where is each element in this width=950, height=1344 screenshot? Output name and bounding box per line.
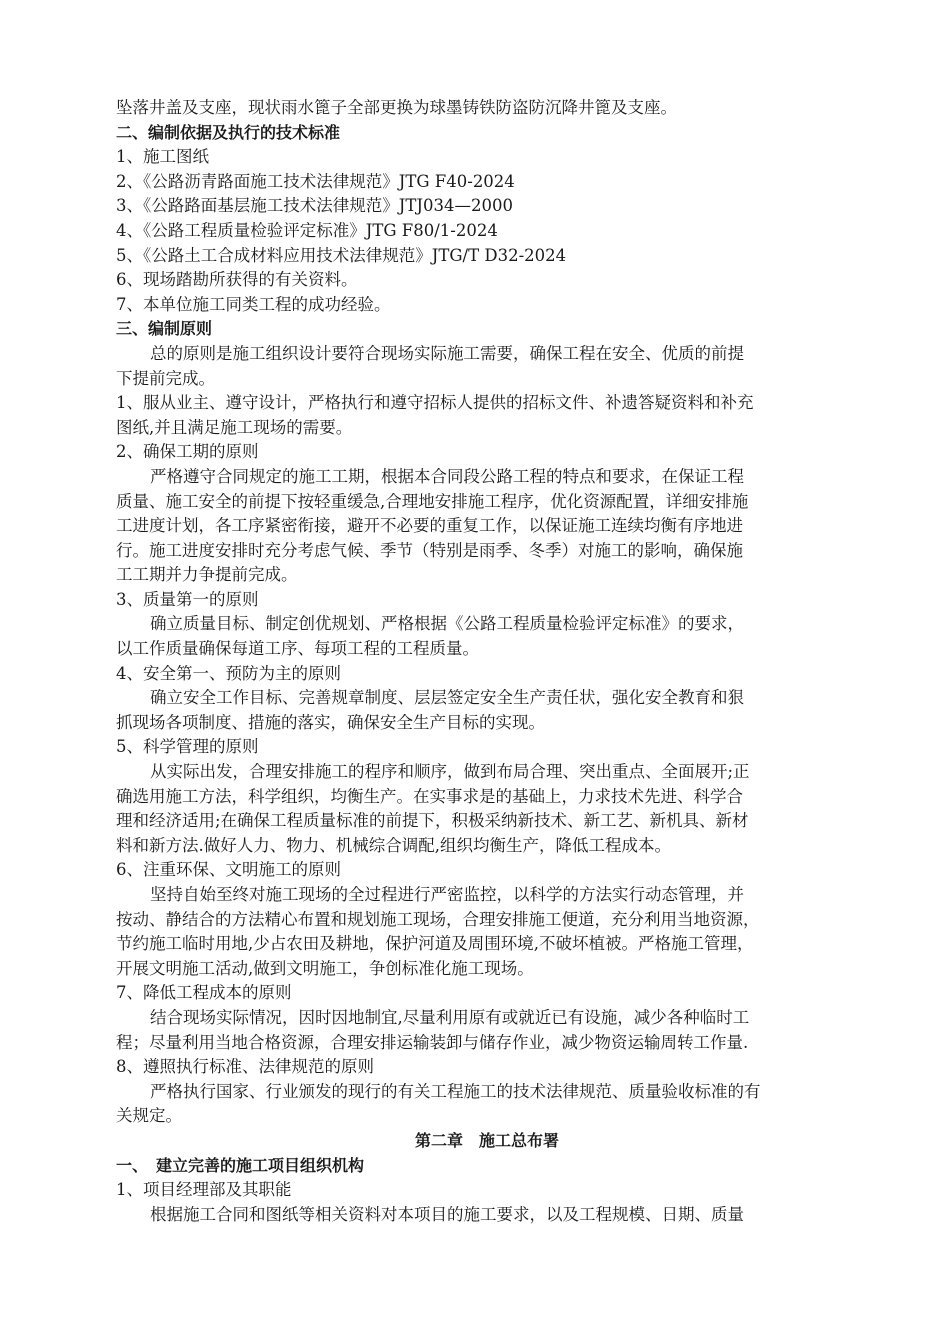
paragraph-line: 从实际出发，合理安排施工的程序和顺序，做到布局合理、突出重点、全面展开;正 [150, 762, 750, 782]
text-line: 程；尽量利用当地合格资源，合理安排运输装卸与储存作业，减少物资运输周转工作量. [116, 1032, 749, 1052]
text-line: 3、质量第一的原则 [116, 589, 259, 609]
paragraph-line: 坚持自始至终对施工现场的全过程进行严密监控，以科学的方法实行动态管理，并 [150, 885, 744, 904]
text-line: 抓现场各项制度、措施的落实，确保安全生产目标的实现。 [116, 712, 545, 732]
text-line: 4、《公路工程质量检验评定标准》JTG F80/1-2024 [116, 220, 498, 240]
text-line: 7、本单位施工同类工程的成功经验。 [116, 294, 391, 314]
text-line: 按动、静结合的方法精心布置和规划施工现场，合理安排施工便道，充分利用当地资源， [116, 909, 760, 929]
text-line: 工进度计划，各工序紧密衔接，避开不必要的重复工作，以保证施工连续均衡有序地进 [116, 516, 743, 536]
section-heading: 二、编制依据及执行的技术标准 [116, 122, 341, 142]
text-line: 开展文明施工活动,做到文明施工，争创标准化施工现场。 [116, 958, 534, 978]
text-line: 2、《公路沥青路面施工技术法律规范》JTG F40-2024 [116, 171, 515, 191]
text-line: 质量、施工安全的前提下按轻重缓急,合理地安排施工程序，优化资源配置，详细安排施 [116, 491, 749, 511]
text-line: 以工作质量确保每道工序、每项工程的工程质量。 [116, 639, 479, 659]
text-line: 7、降低工程成本的原则 [116, 983, 292, 1003]
paragraph-line: 严格执行国家、行业颁发的现行的有关工程施工的技术法律规范、质量验收标准的有 [150, 1081, 761, 1101]
text-line: 下提前完成。 [116, 368, 215, 388]
text-line: 图纸,并且满足施工现场的需要。 [116, 417, 353, 437]
paragraph-line: 严格遵守合同规定的施工工期，根据本合同段公路工程的特点和要求，在保证工程 [150, 466, 744, 486]
text-line: 6、注重环保、文明施工的原则 [116, 860, 341, 880]
text-line: 2、确保工期的原则 [116, 442, 259, 462]
text-line: 工工期并力争提前完成。 [116, 565, 298, 585]
paragraph-line: 确立安全工作目标、完善规章制度、层层签定安全生产责任状，强化安全教育和狠 [150, 688, 744, 708]
text-line: 5、科学管理的原则 [116, 737, 259, 757]
paragraph-line: 确立质量目标、制定创优规划、严格根据《公路工程质量检验评定标准》的要求， [150, 614, 744, 634]
paragraph-line: 根据施工合同和图纸等相关资料对本项目的施工要求，以及工程规模、日期、质量 [150, 1204, 744, 1224]
text-line: 1、项目经理部及其职能 [116, 1180, 292, 1200]
paragraph-line: 结合现场实际情况，因时因地制宜,尽量利用原有或就近已有设施，减少各种临时工 [150, 1007, 750, 1027]
text-line: 坠落井盖及支座，现状雨水篦子全部更换为球墨铸铁防盗防沉降井篦及支座。 [116, 98, 677, 117]
text-line: 6、现场踏勘所获得的有关资料。 [116, 270, 358, 290]
text-line: 1、服从业主、遵守设计，严格执行和遵守招标人提供的招标文件、补遗答疑资料和补充 [116, 393, 754, 413]
paragraph-line: 总的原则是施工组织设计要符合现场实际施工需要，确保工程在安全、优质的前提 [150, 343, 744, 363]
text-line: 1、施工图纸 [116, 147, 209, 167]
text-line: 节约施工临时用地,少占农田及耕地，保护河道及周围环境,不破坏植被。严格施工管理， [116, 934, 754, 954]
chapter-heading: 第二章 施工总布署 [414, 1130, 559, 1150]
text-line: 8、遵照执行标准、法律规范的原则 [116, 1057, 374, 1077]
text-line: 确选用施工方法，科学组织，均衡生产。在实事求是的基础上，力求技术先进、科学合 [116, 786, 743, 806]
section-heading: 一、 建立完善的施工项目组织机构 [116, 1155, 365, 1175]
text-line: 行。施工进度安排时充分考虑气候、季节（特别是雨季、冬季）对施工的影响，确保施 [116, 540, 743, 560]
text-line: 4、安全第一、预防为主的原则 [116, 663, 341, 683]
text-line: 料和新方法.做好人力、物力、机械综合调配,组织均衡生产，降低工程成本。 [116, 835, 671, 855]
text-line: 3、《公路路面基层施工技术法律规范》JTJ034—2000 [116, 196, 513, 216]
text-line: 5、《公路土工合成材料应用技术法律规范》JTG/T D32-2024 [116, 245, 567, 265]
text-line: 关规定。 [116, 1106, 182, 1126]
text-line: 理和经济适用;在确保工程质量标准的前提下，积极采纳新技术、新工艺、新机具、新材 [116, 811, 749, 831]
section-heading: 三、编制原则 [116, 319, 213, 339]
